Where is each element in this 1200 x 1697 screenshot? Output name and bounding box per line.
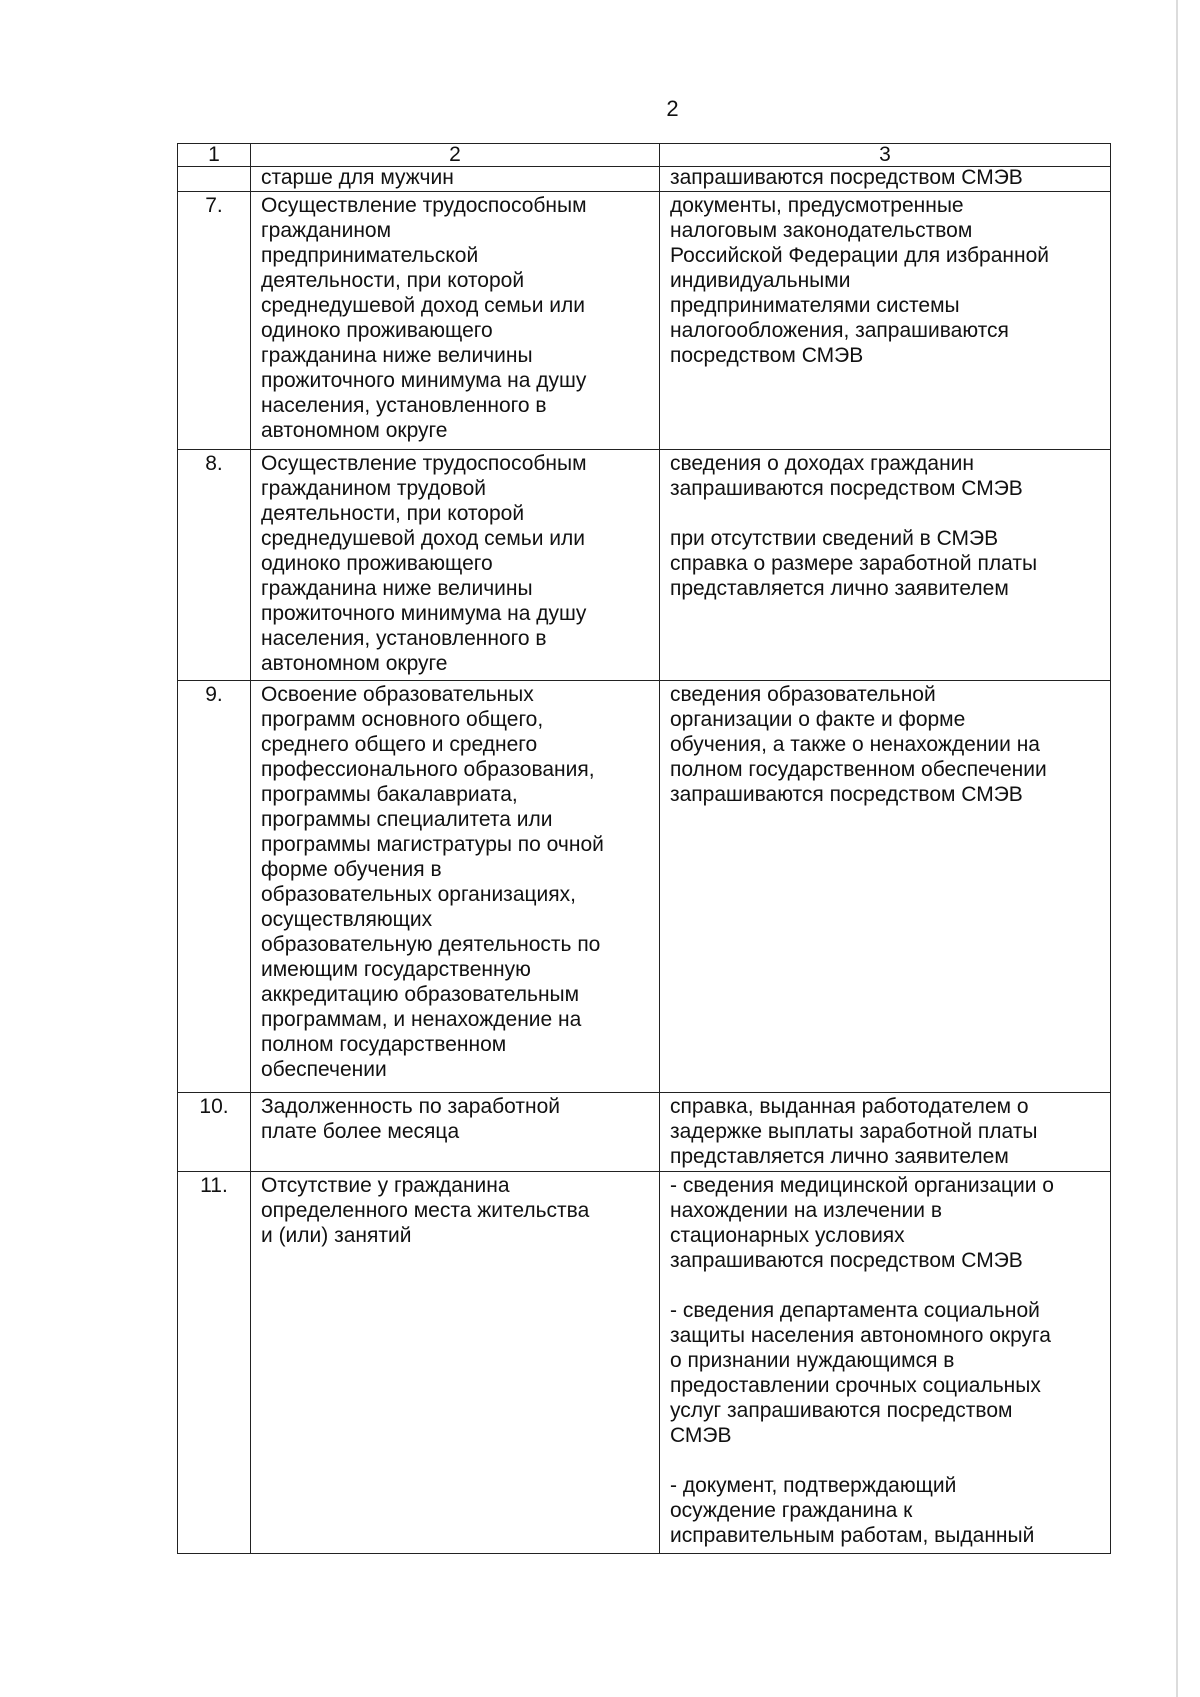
table-row [178,167,1111,192]
row-document-paragraph: - документ, подтверждающий осуждение гражданина к исправительным работам, выданный [670,1474,1035,1547]
row-documents [660,167,1111,192]
row-document-paragraph: при отсутствии сведений в СМЭВ справка о размере заработной платы представляется лично заявителем [670,527,1038,600]
row-documents [660,1172,1111,1554]
row-condition: Задолженность по заработной плате более месяца [251,1093,660,1172]
document-table [177,143,1111,1554]
table-row [178,681,1111,1093]
row-number [178,167,251,192]
header-cell-3: 3 [660,144,1111,167]
row-condition: Осуществление трудоспособным гражданином предпринимательской деятельности, при которой среднедушевой доход семьи или одиноко проживающего гражданина ниже величины прожиточного минимума на душу населения, установленного в автономном округе [251,192,660,450]
row-condition: Освоение образовательных программ основного общего, среднего общего и среднего профессионального образования, программы бакалавриата, программы специалитета или программы магистратуры по очной форме обучения в образовательных организациях, осуществляющих образовательную деятельность по имеющим государственную аккредитацию образовательным программам, и ненахождение на полном государственном обеспечении [251,681,660,1093]
page-edge [1176,0,1178,1697]
row-document-paragraph: сведения о доходах гражданин запрашиваются посредством СМЭВ [670,452,1023,500]
table-header-row [178,144,1111,167]
row-documents [660,450,1111,681]
row-document-paragraph: - сведения медицинской организации о нахождении на излечении в стационарных условиях запрашиваются посредством СМЭВ [670,1174,1054,1272]
page-number: 2 [666,96,679,121]
row-number: 7. [178,192,251,450]
row-document-paragraph: - сведения департамента социальной защиты населения автономного округа о признании нуждающимся в предоставлении срочных социальных услуг запрашиваются посредством СМЭВ [670,1299,1051,1447]
row-documents [660,1093,1111,1172]
row-condition: Осуществление трудоспособным гражданином трудовой деятельности, при которой среднедушевой доход семьи или одиноко проживающего гражданина ниже величины прожиточного минимума на душу населения, установленного в автономном округе [251,450,660,681]
table-row [178,1093,1111,1172]
row-documents [660,192,1111,450]
row-document-paragraph: документы, предусмотренные налоговым законодательством Российской Федерации для избранной индивидуальными предпринимателями системы налогообложения, запрашиваются посредством СМЭВ [670,194,1050,367]
row-condition: старше для мужчин [251,167,660,192]
row-condition: Отсутствие у гражданина определенного места жительства и (или) занятий [251,1172,660,1554]
row-document-paragraph: запрашиваются посредством СМЭВ [670,166,1023,189]
header-cell-2: 2 [251,144,660,167]
header-cell-1: 1 [178,144,251,167]
row-documents [660,681,1111,1093]
table-row [178,1172,1111,1554]
row-number: 10. [178,1093,251,1172]
row-document-paragraph: справка, выданная работодателем о задержке выплаты заработной платы представляется лично заявителем [670,1095,1038,1168]
table-row [178,192,1111,450]
row-document-paragraph: сведения образовательной организации о факте и форме обучения, а также о ненахождении на полном государственном обеспечении запрашиваются посредством СМЭВ [670,683,1047,806]
row-number: 8. [178,450,251,681]
table-row [178,450,1111,681]
row-number: 11. [178,1172,251,1554]
row-number: 9. [178,681,251,1093]
